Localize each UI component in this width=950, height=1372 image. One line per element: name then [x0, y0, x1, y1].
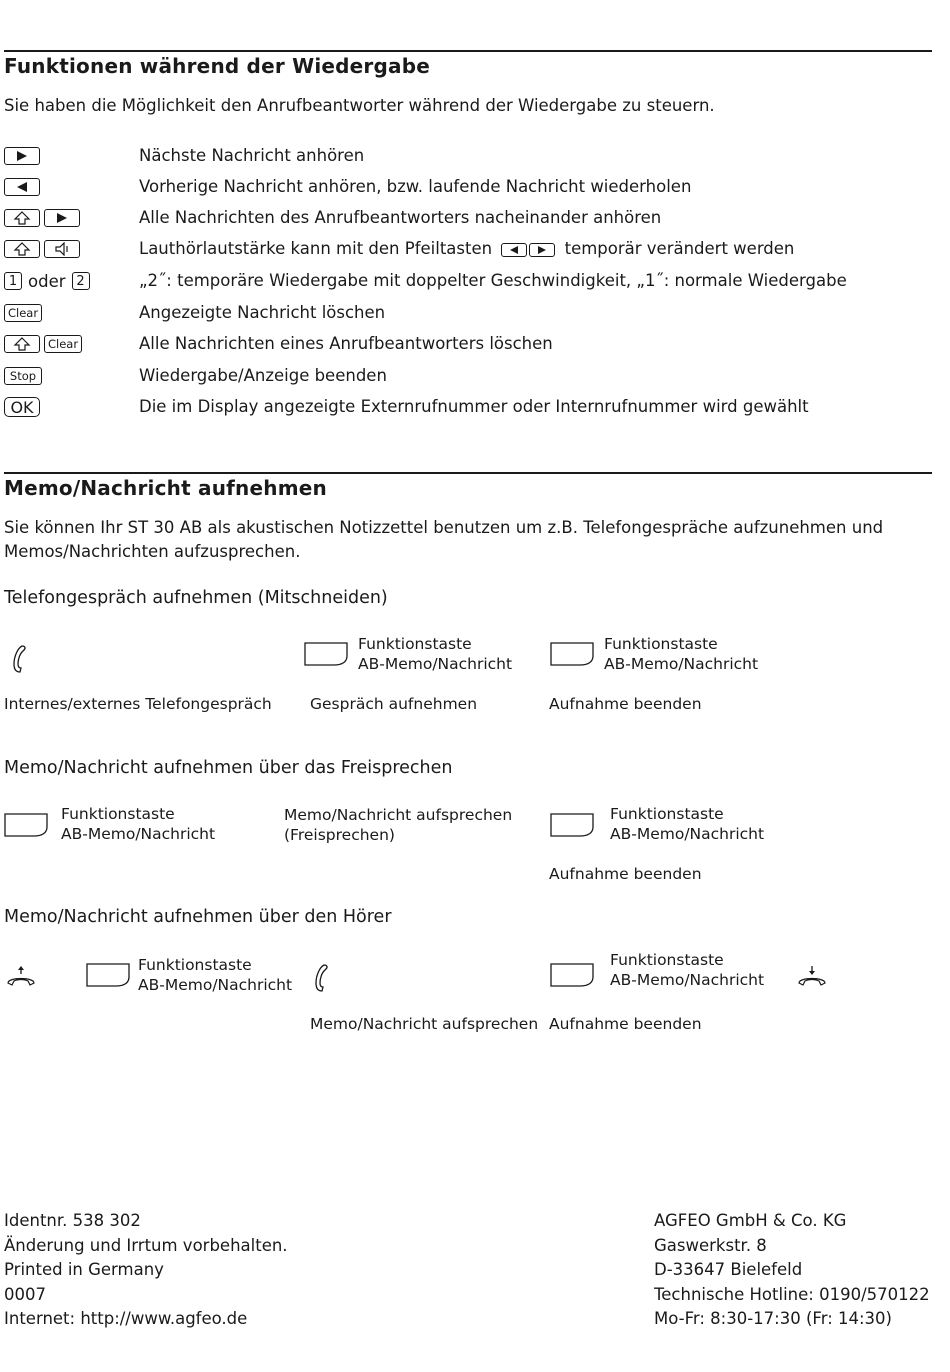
left-arrow-key-icon: [4, 178, 40, 196]
function-row: [4, 174, 934, 200]
step-caption: Aufnahme beenden: [549, 1015, 702, 1033]
function-description: „2˝: temporäre Wiedergabe mit doppelter Geschwindigkeit, „1˝: normale Wiedergabe: [139, 271, 847, 290]
function-key-icon: [86, 963, 130, 987]
footer-line: D-33647 Bielefeld: [654, 1260, 803, 1279]
function-row: [4, 394, 934, 420]
shift-key-icon: [4, 209, 40, 227]
function-key-label: AB-Memo/Nachricht: [604, 655, 759, 673]
section-title: Memo/Nachricht aufnehmen: [4, 476, 327, 500]
function-key-label: AB-Memo/Nachricht: [610, 971, 765, 989]
function-description: Die im Display angezeigte Externrufnummer oder Internrufnummer wird gewählt: [139, 397, 809, 416]
function-key-icon: [550, 963, 594, 987]
step-caption: Aufnahme beenden: [549, 695, 702, 713]
function-row: [4, 268, 934, 294]
function-row: [4, 300, 934, 326]
section-intro: Sie haben die Möglichkeit den Anrufbeantworter während der Wiedergabe zu steuern.: [4, 96, 715, 115]
step-caption: Aufnahme beenden: [549, 865, 702, 883]
function-key-label: Funktionstaste: [358, 635, 472, 653]
clear-key: Clear: [44, 335, 82, 353]
function-key-label: AB-Memo/Nachricht: [138, 976, 293, 994]
section-rule: [4, 472, 932, 474]
section-rule: [4, 50, 932, 52]
footer-line: Printed in Germany: [4, 1260, 164, 1279]
footer-right: [654, 1209, 930, 1332]
function-row: [4, 205, 934, 231]
function-description: Alle Nachrichten des Anrufbeantworters nacheinander anhören: [139, 208, 662, 227]
function-key-label: Funktionstaste: [610, 951, 724, 969]
step-caption: (Freisprechen): [284, 826, 395, 844]
speaker-key-icon: [44, 240, 80, 258]
digit-key-1: 1: [4, 272, 22, 290]
function-key-label: AB-Memo/Nachricht: [358, 655, 513, 673]
footer-line: Änderung und Irrtum vorbehalten.: [4, 1235, 288, 1255]
function-row: [4, 236, 934, 262]
function-row: [4, 331, 934, 357]
section-intro: Sie können Ihr ST 30 AB als akustischen Notizzettel benutzen um z.B. Telefongespräche aufzunehmen und: [4, 518, 884, 537]
function-key-icon: [550, 642, 594, 666]
handset-icon: [10, 644, 30, 674]
function-key-label: Funktionstaste: [604, 635, 718, 653]
footer-line: Gaswerkstr. 8: [654, 1235, 767, 1255]
function-description: Vorherige Nachricht anhören, bzw. laufende Nachricht wiederholen: [139, 177, 692, 196]
footer-line: Mo-Fr: 8:30-17:30 (Fr: 14:30): [654, 1309, 892, 1328]
function-description: [139, 236, 794, 262]
function-description: Wiedergabe/Anzeige beenden: [139, 366, 387, 385]
digit-key-2: 2: [72, 272, 90, 290]
subsection-title: Memo/Nachricht aufnehmen über den Hörer: [4, 907, 392, 927]
subsection-title: Memo/Nachricht aufnehmen über das Freisprechen: [4, 758, 453, 778]
clear-key: Clear: [4, 304, 42, 322]
function-key-icon: [550, 813, 594, 837]
step-caption: Memo/Nachricht aufsprechen: [284, 806, 513, 824]
step-caption: Internes/externes Telefongespräch: [4, 695, 272, 713]
footer-line: AGFEO GmbH & Co. KG: [654, 1211, 847, 1230]
function-description: Alle Nachrichten eines Anrufbeantworters löschen: [139, 334, 553, 353]
footer-line: Internet: http://www.agfeo.de: [4, 1309, 248, 1328]
footer-line: Technische Hotline: 0190/570122: [654, 1284, 930, 1304]
function-key-label: Funktionstaste: [138, 956, 252, 974]
function-row: [4, 143, 934, 169]
function-key-label: Funktionstaste: [610, 805, 724, 823]
step-caption: Memo/Nachricht aufsprechen: [310, 1015, 539, 1033]
footer-left: [4, 1209, 288, 1332]
subsection-title: Telefongespräch aufnehmen (Mitschneiden): [4, 588, 388, 608]
footer-line: Identnr. 538 302: [4, 1211, 141, 1230]
section-title: Funktionen während der Wiedergabe: [4, 54, 430, 78]
function-key-label: AB-Memo/Nachricht: [610, 825, 765, 843]
section-intro: Memos/Nachrichten aufzusprechen.: [4, 542, 301, 561]
function-description: Angezeigte Nachricht löschen: [139, 303, 386, 322]
right-arrow-key-icon: [4, 147, 40, 165]
function-description: Nächste Nachricht anhören: [139, 146, 365, 165]
function-key-label: AB-Memo/Nachricht: [61, 825, 216, 843]
handset-icon: [312, 963, 332, 993]
function-key-label: Funktionstaste: [61, 805, 175, 823]
function-key-icon: [4, 813, 48, 837]
arrow-keys: [501, 243, 555, 257]
oder-label: oder: [28, 271, 66, 291]
left-arrow-key-icon: [501, 243, 527, 257]
function-description-part: temporär verändert werden: [564, 239, 795, 258]
function-row: [4, 363, 934, 389]
shift-key-icon: [4, 240, 40, 258]
function-key-icon: [304, 642, 348, 666]
handset-lift-icon: [6, 965, 36, 989]
right-arrow-key-icon: [529, 243, 555, 257]
shift-key-icon: [4, 335, 40, 353]
step-caption: Gespräch aufnehmen: [310, 695, 478, 713]
handset-hangup-icon: [797, 965, 827, 989]
function-description-part: Lauthörlautstärke kann mit den Pfeiltasten: [139, 239, 493, 258]
stop-key: Stop: [4, 367, 42, 385]
right-arrow-key-icon: [44, 209, 80, 227]
footer-line: 0007: [4, 1284, 46, 1304]
ok-key: OK: [4, 397, 40, 417]
